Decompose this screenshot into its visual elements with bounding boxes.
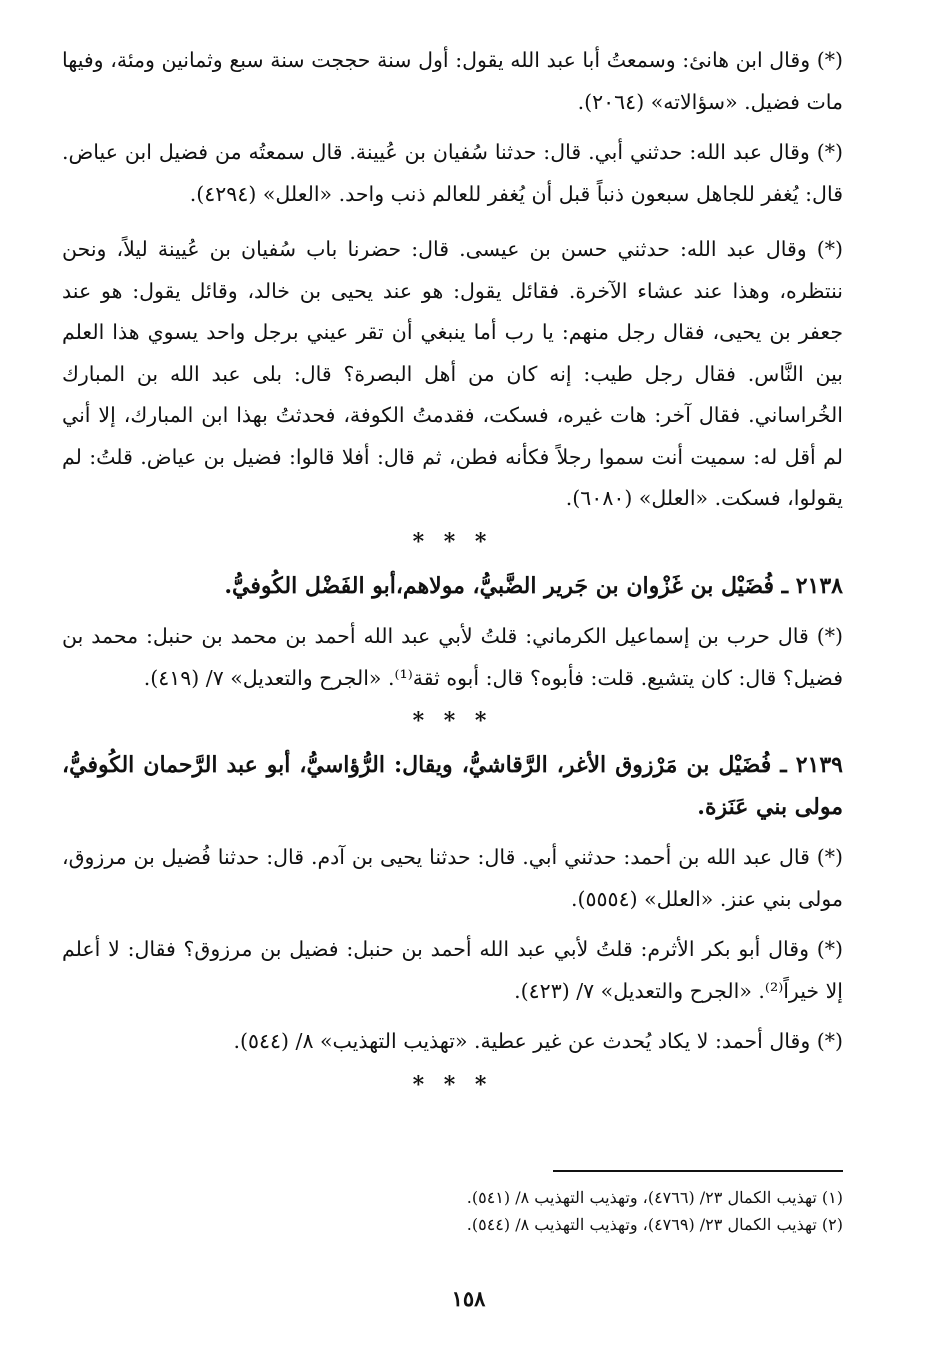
footnote-2: (٢) تهذيب الكمال ٢٣/ (٤٧٦٩)، وتهذيب التهذيب ٨/ (٥٤٤). <box>466 1215 843 1234</box>
paragraph-ibn-hani: (*) وقال ابن هانئ: وسمعتُ أبا عبد الله يقول: أول سنة حججت سنة سبع وثمانين ومئة، وفيها مات فضيل. «سؤالاته» (٢٠٦٤). <box>62 48 843 114</box>
entry-heading-2139: ٢١٣٩ ـ فُضَيْل بن مَرْزوق الأغر، الرَّقاشيُّ، ويقال: الرُّؤاسيُّ، أبو عبد الرَّحمان الكُوفيُّ، مولى بني عَنَزة. <box>62 752 843 820</box>
section-separator: * * * <box>412 708 493 734</box>
paragraph-abdullah-ibn-uyaynah: (*) وقال عبد الله: حدثني أبي. قال: حدثنا سُفيان بن عُيينة. قال سمعتُه من فضيل ابن عياض. قال: يُغفر للجاهل سبعون ذنباً قبل أن يُغفر للعالم ذنب واحد. «العلل» (٤٢٩٤). <box>62 140 843 206</box>
entry-2138-paragraph: (*) قال حرب بن إسماعيل الكرماني: قلتُ لأبي عبد الله أحمد بن محمد بن حنبل: محمد بن فضيل؟ قال: كان يتشيع. قلت: فأبوه؟ قال: أبوه ثقة⁽¹⁾. «الجرح والتعديل» ٧/ (٤١٩). <box>62 624 843 690</box>
section-separator: * * * <box>412 528 493 555</box>
paragraph-hasan-ibn-isa: (*) وقال عبد الله: حدثني حسن بن عيسى. قال: حضرنا باب سُفيان بن عُيينة ليلاً، ونحن ننتظره، وهذا عند عشاء الآخرة. فقائل يقول: هو عند يحيى بن خالد، وقائل يقول: هو عند جعفر بن يحيى، فقال رجل منهم: يا رب أما ينبغي أن تقر عيني برجل واحد يسوي هذا العلم بين النَّاس. فقال رجل طيب: إنه كان من أهل البصرة؟ قال: بلى عبد الله بن المبارك الخُراساني. فقال آخر: هات غيره، فسكت، فقدمتُ الكوفة، فحدثتُ بهذا ابن المبارك، إلا أني لم أقل له: سميت أنت سموا رجلاً فكأنه فطن، ثم قال: أفلا قالوا: فضيل بن عياض. قلتُ: لم يقولوا، فسكت. «العلل» (٦٠٨٠). <box>62 237 843 510</box>
section-separator: * * * <box>412 1071 493 1098</box>
entry-2139-paragraph-1: (*) قال عبد الله بن أحمد: حدثني أبي. قال: حدثنا يحيى بن آدم. قال: حدثنا فُضيل بن مرزوق، مولى بني عنز. «العلل» (٥٥٥٤). <box>62 845 843 911</box>
entry-2139-paragraph-3: (*) وقال أحمد: لا يكاد يُحدث عن غير عطية. «تهذيب التهذيب» ٨/ (٥٤٤). <box>233 1029 843 1053</box>
page-number: ١٥٨ <box>451 1286 486 1311</box>
footnote-rule <box>553 1170 843 1172</box>
footnote-1: (١) تهذيب الكمال ٢٣/ (٤٧٦٦)، وتهذيب التهذيب ٨/ (٥٤١). <box>466 1188 843 1207</box>
entry-heading-2138: ٢١٣٨ ـ فُضَيْل بن غَزْوان بن جَرير الضَّبيُّ، مولاهم،أبو الفَضْل الكُوفيُّ. <box>224 572 843 599</box>
entry-2139-paragraph-2: (*) وقال أبو بكر الأثرم: قلتُ لأبي عبد الله أحمد بن حنبل: فضيل بن مرزوق؟ فقال: لا أعلم إلا خيراً⁽²⁾. «الجرح والتعديل» ٧/ (٤٢٣). <box>62 937 843 1003</box>
page-body <box>62 40 843 1109</box>
footnotes <box>62 1170 843 1238</box>
